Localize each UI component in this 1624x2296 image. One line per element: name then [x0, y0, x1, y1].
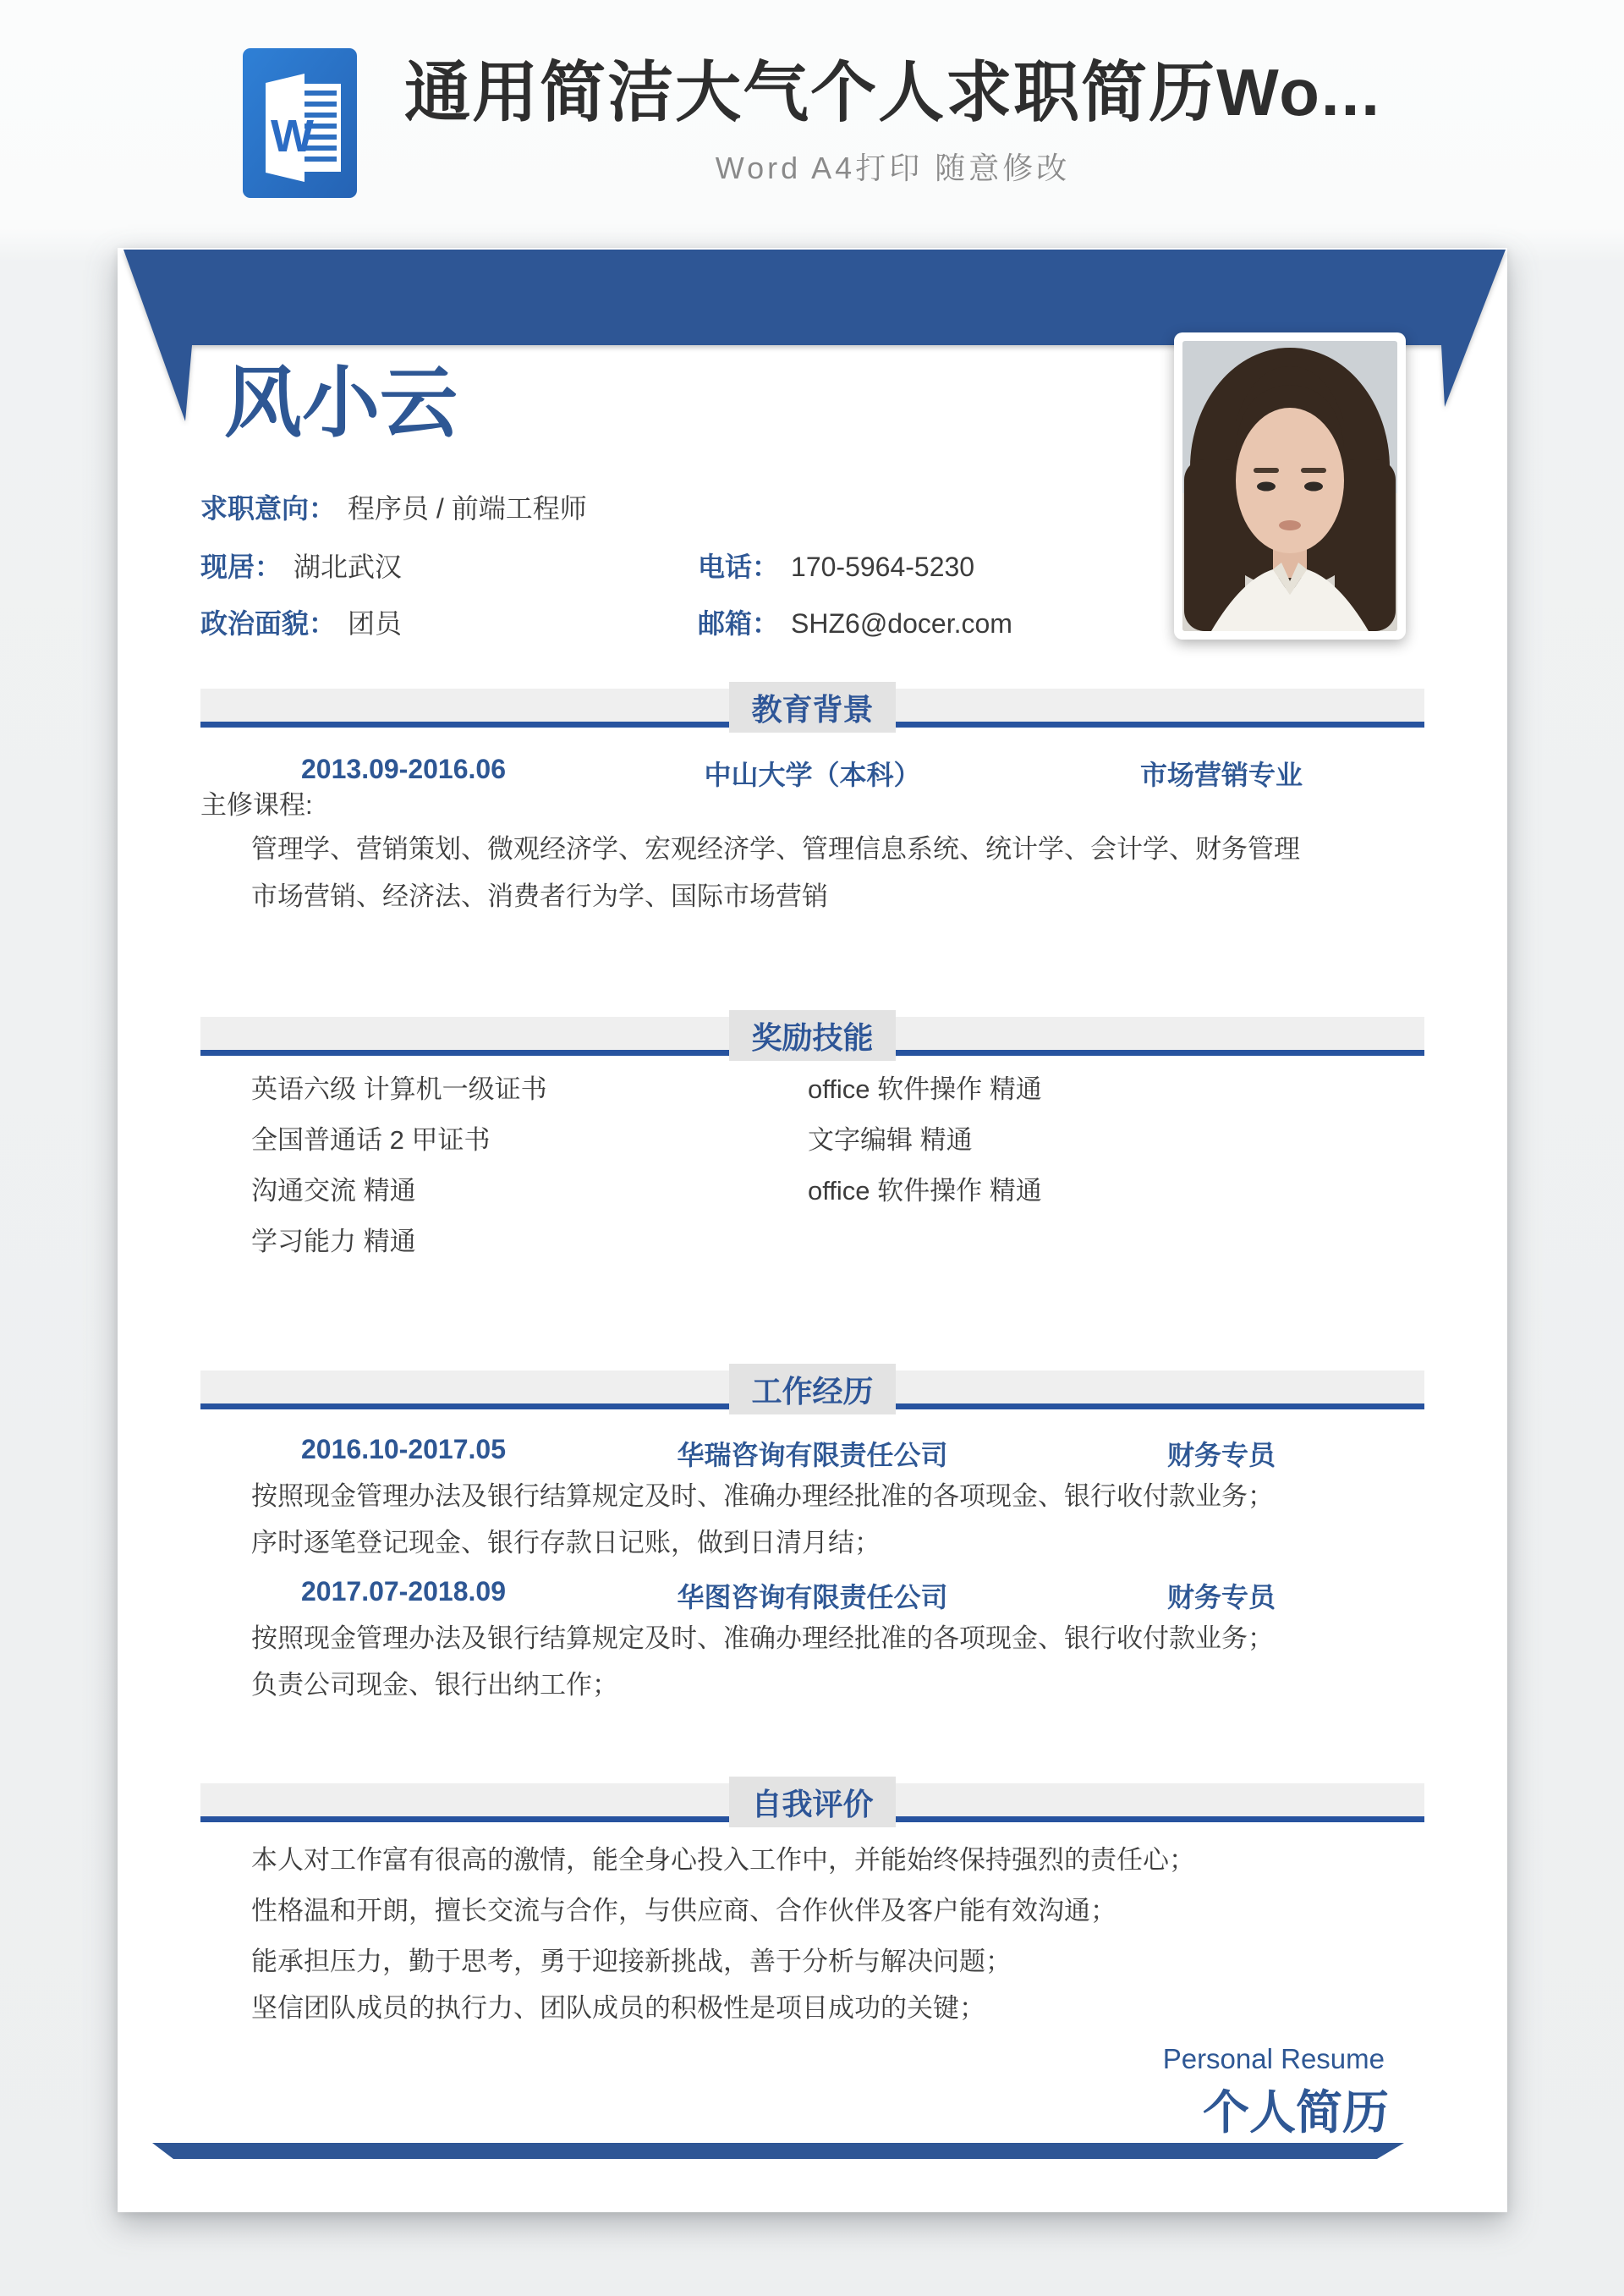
job-role: 财务专员 [1166, 1440, 1276, 1470]
education-row [200, 754, 1424, 789]
footer-chinese-label: 个人简历 [1202, 2086, 1389, 2139]
job-row [200, 1576, 1424, 1612]
job-row [200, 1434, 1424, 1469]
job-intent-value: 程序员 / 前端工程师 [348, 493, 587, 524]
evaluation-line: 坚信团队成员的执行力、团队成员的积极性是项目成功的关键； [251, 1993, 985, 2023]
skill-item: 文字编辑 精通 [808, 1125, 973, 1155]
skill-item: office 软件操作 精通 [808, 1074, 1042, 1104]
section-title-skills: 奖励技能 [729, 1010, 895, 1061]
section-title-education: 教育背景 [729, 682, 895, 733]
skill-item: 沟通交流 精通 [251, 1176, 416, 1206]
phone-value: 170-5964-5230 [791, 552, 975, 582]
job-role: 财务专员 [1166, 1582, 1276, 1612]
preview-header [0, 32, 1624, 214]
job-detail-line: 按照现金管理办法及银行结算规定及时、准确办理经批准的各项现金、银行收付款业务； [251, 1481, 1274, 1511]
education-school: 中山大学（本科） [704, 760, 921, 790]
residence-value: 湖北武汉 [294, 552, 403, 582]
job-intent-label: 求职意向： [200, 493, 337, 524]
skill-item: 英语六级 计算机一级证书 [251, 1074, 547, 1104]
resume-page [118, 248, 1507, 2212]
job-period: 2017.07-2018.09 [301, 1576, 506, 1607]
job-intent-row [200, 487, 587, 526]
email-value: SHZ6@docer.com [791, 608, 1012, 639]
political-status-value: 团员 [348, 608, 403, 639]
section-header-work [200, 1370, 1424, 1409]
political-status-label: 政治面貌： [200, 608, 337, 639]
portrait-image [1182, 341, 1397, 631]
section-title-work: 工作经历 [729, 1364, 895, 1414]
section-header-skills [200, 1017, 1424, 1056]
candidate-name: 风小云 [224, 360, 458, 447]
evaluation-line: 性格温和开朗，擅长交流与合作，与供应商、合作伙伴及客户能有效沟通； [251, 1896, 1116, 1925]
section-title-evaluation: 自我评价 [729, 1777, 895, 1827]
phone-label: 电话： [698, 552, 780, 582]
skill-item: 全国普通话 2 甲证书 [251, 1125, 491, 1155]
courses-label: 主修课程: [200, 790, 313, 820]
template-subtitle: Word A4打印 随意修改 [715, 150, 1071, 185]
job-detail-line: 按照现金管理办法及银行结算规定及时、准确办理经批准的各项现金、银行收付款业务； [251, 1623, 1274, 1653]
template-title: 通用简洁大气个人求职简历Wo... [404, 55, 1381, 130]
evaluation-line: 本人对工作富有很高的激情，能全身心投入工作中，并能始终保持强烈的责任心； [251, 1845, 1195, 1875]
bottom-ribbon-bar [118, 2143, 1507, 2160]
word-icon [243, 48, 357, 198]
svg-text:W: W [271, 111, 315, 162]
skill-item: office 软件操作 精通 [808, 1176, 1042, 1206]
political-status-row [200, 602, 402, 641]
residence-row [200, 546, 402, 585]
residence-label: 现居： [200, 552, 283, 582]
education-major: 市场营销专业 [1139, 760, 1303, 790]
job-detail-line: 序时逐笔登记现金、银行存款日记账，做到日清月结； [251, 1528, 881, 1557]
email-label: 邮箱： [698, 608, 780, 639]
courses-line-2: 市场营销、经济法、消费者行为学、国际市场营销 [251, 882, 828, 911]
footer-english-label: Personal Resume [1162, 2043, 1385, 2074]
job-detail-line: 负责公司现金、银行出纳工作； [251, 1670, 618, 1700]
job-company: 华瑞咨询有限责任公司 [677, 1440, 948, 1470]
section-header-education [200, 689, 1424, 728]
phone-row [698, 546, 974, 585]
evaluation-line: 能承担压力，勤于思考，勇于迎接新挑战，善于分析与解决问题； [251, 1947, 1012, 1976]
job-company: 华图咨询有限责任公司 [677, 1582, 948, 1612]
courses-line-1: 管理学、营销策划、微观经济学、宏观经济学、管理信息系统、统计学、会计学、财务管理 [251, 834, 1300, 864]
email-row [698, 602, 1012, 641]
skill-item: 学习能力 精通 [251, 1227, 416, 1256]
job-period: 2016.10-2017.05 [301, 1434, 506, 1464]
profile-photo [1174, 332, 1406, 640]
education-period: 2013.09-2016.06 [301, 754, 506, 784]
section-header-evaluation [200, 1783, 1424, 1822]
